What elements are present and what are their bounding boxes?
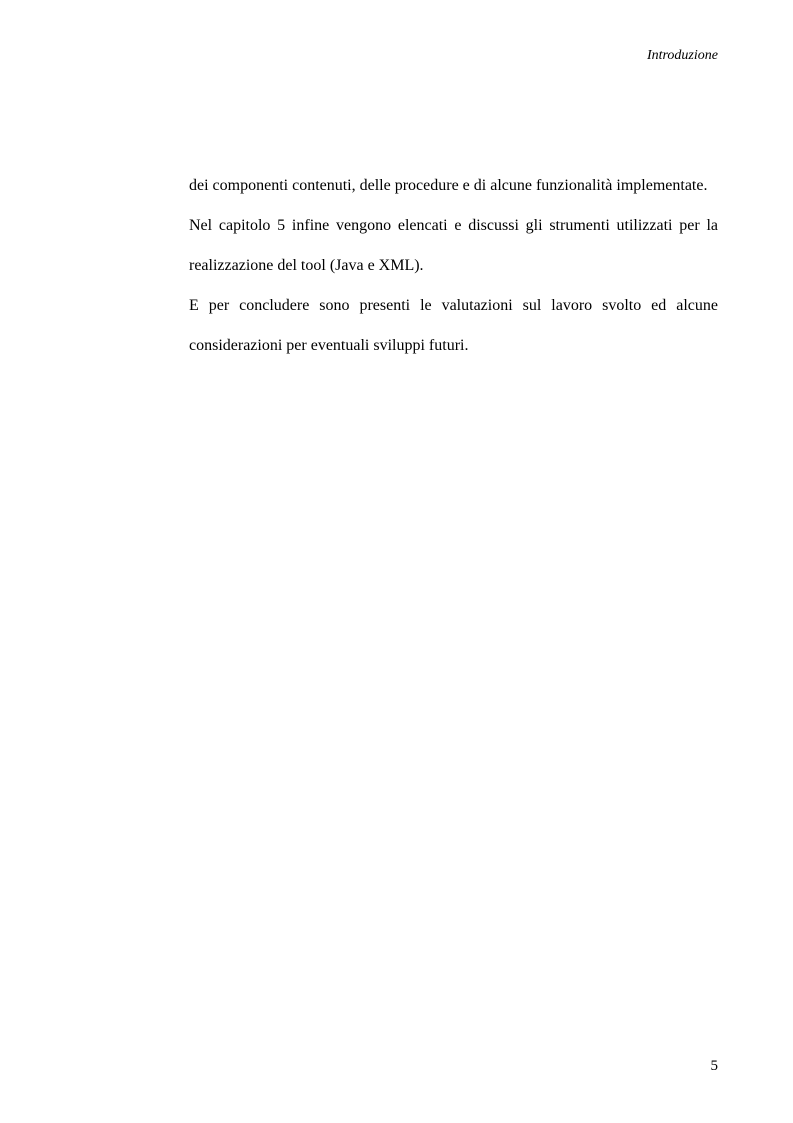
paragraph-chapter-5: Nel capitolo 5 infine vengono elencati e discussi gli strumenti utilizzati per la realizzazione del tool (Java e XML). bbox=[189, 217, 718, 274]
paragraph-components: dei componenti contenuti, delle procedure e di alcune funzionalità implementate. bbox=[189, 177, 708, 194]
paragraph-conclusion: E per concludere sono presenti le valutazioni sul lavoro svolto ed alcune considerazioni per eventuali sviluppi futuri. bbox=[189, 297, 718, 354]
body-text bbox=[189, 166, 718, 366]
page-number: 5 bbox=[710, 1058, 718, 1074]
running-header-title: Introduzione bbox=[646, 48, 718, 63]
